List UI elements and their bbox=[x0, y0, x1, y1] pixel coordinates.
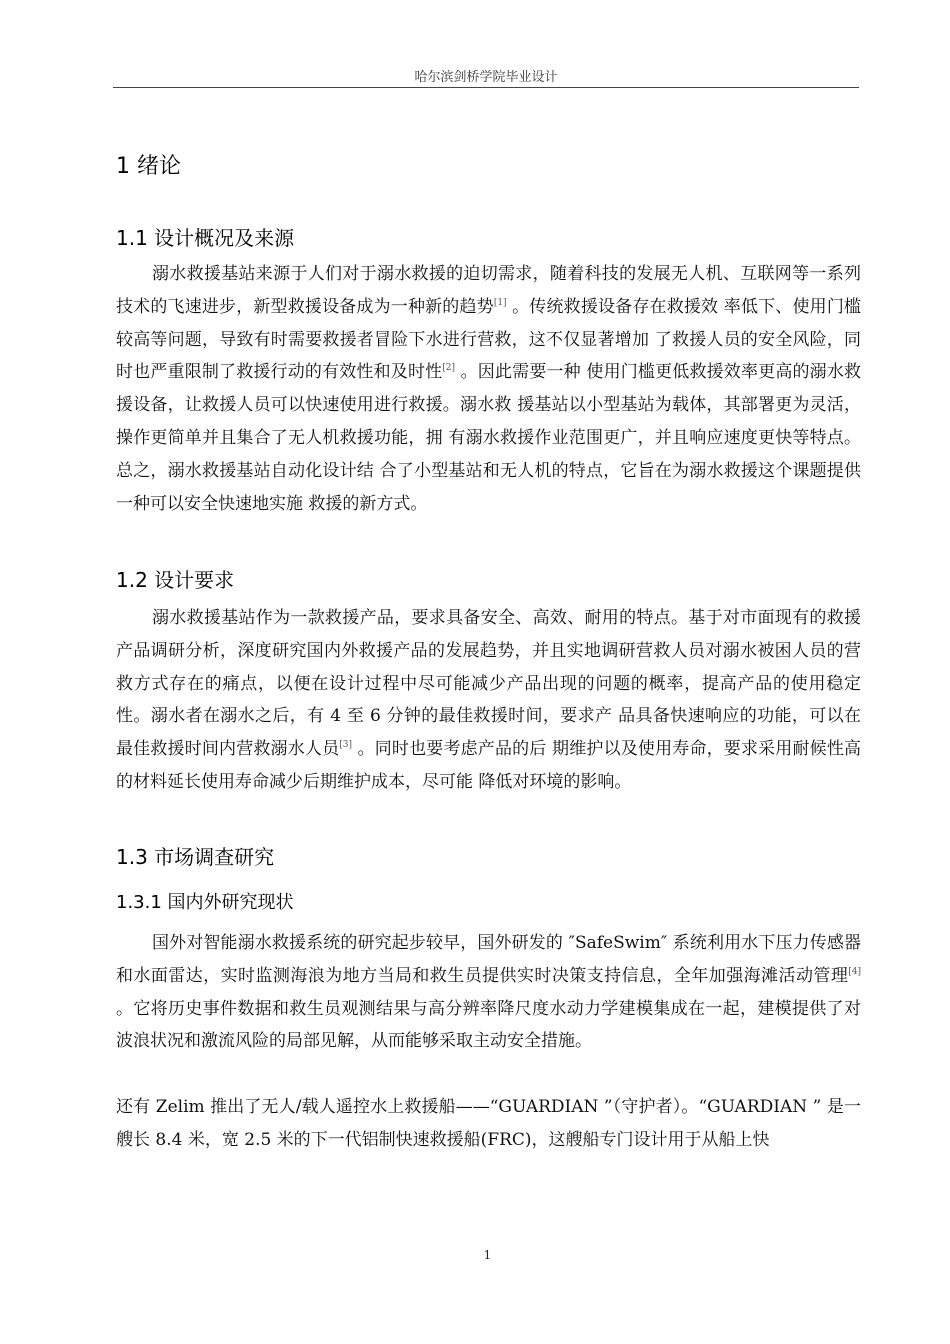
section-1-1-paragraph bbox=[116, 258, 861, 520]
section-title-1-2: 1.2 设计要求 bbox=[116, 568, 235, 592]
citation-ref-4[interactable]: [4] bbox=[848, 966, 861, 977]
text-run: 。它将历史事件数据和救生员观测结果与高分辨率降尺度水动力学建模集成在一起，建模提供了对波浪状况和激流风险的局部见解，从而能够采取主动安全措施。 bbox=[116, 998, 861, 1052]
text-run: 溺水救援基站来源于人们对于溺水救援的迫切需求，随着科技的发展无人机、互联网等一系列技术的飞速进步，新型救援设备成为一种新的趋势 bbox=[116, 264, 861, 317]
running-header: 哈尔滨剑桥学院毕业设计 bbox=[414, 70, 558, 85]
text-run: 。传统救援设备存在救援效 率低下、使用门槛较高等问题，导致有时需要救援者冒险下水进行营救，这不仅显著增加 了救援人员的安全风险，同时也严重限制了救援行动的有效性和及时性 bbox=[116, 296, 862, 383]
text-run: 。同时也要考虑产品的后 期维护以及使用寿命，要求采用耐候性高的材料延长使用寿命减少后期维护成本，尽可能 降低对环境的影响。 bbox=[116, 739, 861, 792]
header-divider bbox=[113, 87, 859, 88]
citation-ref-2[interactable]: [2] bbox=[442, 363, 456, 374]
section-1-3-1-paragraph-1 bbox=[116, 927, 861, 1058]
section-title-1-3: 1.3 市场调查研究 bbox=[116, 845, 275, 869]
text-run: 。因此需要一种 使用门槛更低救援效率更高的溺水救援设备，让救援人员可以快速使用进行救援。溺水救 援基站以小型基站为载体，其部署更为灵活，操作更简单并且集合了无人机救援功能，拥 有溺水救援作业范围更广，并且响应速度更快等特点。总之，溺水救援基站自动化设计结 合了小型基站和无人机的特点，它旨在为溺水救援这个课题提供一种可以安全快速地实施 救援的新方式。 bbox=[116, 362, 862, 514]
page-number: 1 bbox=[483, 1248, 492, 1262]
section-title-1-1: 1.1 设计概况及来源 bbox=[116, 226, 295, 250]
citation-ref-1[interactable]: [1] bbox=[493, 297, 507, 308]
citation-ref-3[interactable]: [3] bbox=[339, 740, 352, 751]
chapter-title: 1 绪论 bbox=[116, 154, 181, 179]
section-1-3-1-paragraph-2: 还有 Zelim 推出了无人/载人遥控水上救援船——“GUARDIAN ”（守护者）。“GUARDIAN ” 是一艘长 8.4 米，宽 2.5 米的下一代铝制快速救援船(FRC)，这艘船专门设计用于从船上快 bbox=[116, 1097, 861, 1150]
section-1-2-paragraph bbox=[116, 602, 861, 799]
text-run: 国外对智能溺水救援系统的研究起步较早，国外研发的 ″SafeSwim″ 系统利用水下压力传感器和水面雷达，实时监测海浪为地方当局和救生员提供实时决策支持信息，全年加强海滩活动管理 bbox=[116, 933, 861, 986]
text-run: 溺水救援基站作为一款救援产品，要求具备安全、高效、耐用的特点。基于对市面现有的救援产品调研分析，深度研究国内外救援产品的发展趋势，并且实地调研营救人员对溺水被困人员的营救方式存在的痛点，以便在设计过程中尽可能减少产品出现的问题的概率，提高产品的使用稳定性。溺水者在溺水之后，有 4 至 6 分钟的最佳救援时间，要求产 品具备快速响应的功能，可以在最佳救援时间内营救溺水人员 bbox=[116, 608, 861, 760]
section-title-1-3-1: 1.3.1 国内外研究现状 bbox=[116, 892, 294, 913]
